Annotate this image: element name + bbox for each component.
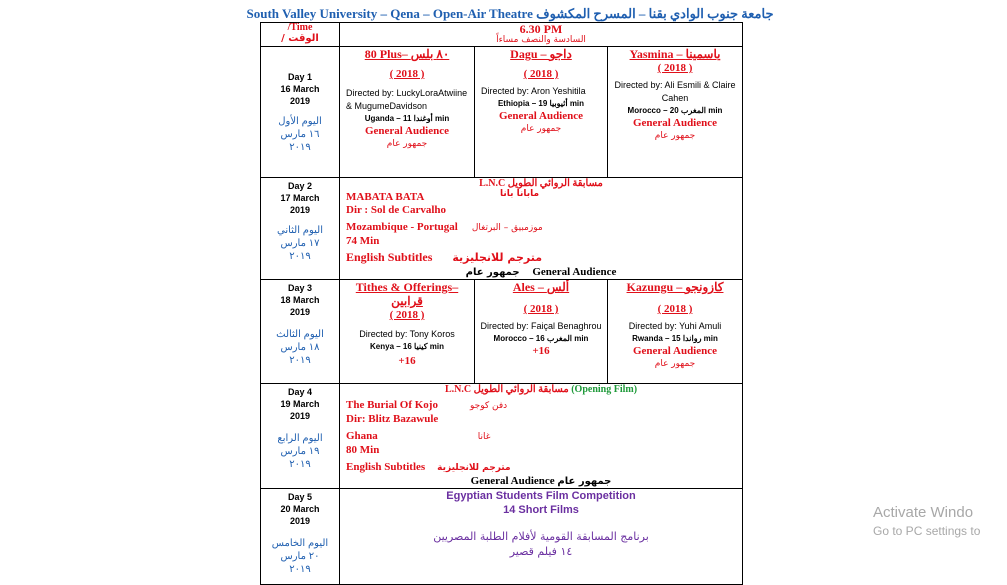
day-1-year: 2019 [289, 96, 311, 106]
film-kazungu [608, 280, 743, 384]
time-value-cell [340, 23, 743, 47]
film-mabata-bata [340, 178, 743, 280]
time-label-en: /Time [287, 22, 313, 33]
film-tithes-offerings [340, 280, 475, 384]
film-yasmina [608, 47, 743, 178]
day-3-label-ar: اليوم الثالث [276, 329, 324, 340]
director-name: LuckyLoraAtwiine & MugumeDavidson [346, 88, 468, 111]
film-ales [475, 280, 608, 384]
competition-label: L.N.C مسابقة الروائي الطويل [444, 384, 569, 395]
day-3-date: 18 March [280, 295, 320, 305]
film-rating: +16 [398, 355, 416, 367]
film-title: The Burial Of Kojo [346, 399, 438, 411]
film-audience-ar: جمهور عام [557, 476, 612, 487]
film-country: Morocco – المغرب 16 min [493, 334, 589, 343]
film-audience-ar: جمهور عام [520, 124, 562, 134]
film-audience-ar: جمهور عام [386, 139, 428, 149]
film-director: Dir : Sol de Carvalho [346, 204, 447, 216]
film-audience: General Audience [498, 110, 584, 122]
film-country-ar: موزمبيق – البرتغال [471, 223, 543, 233]
day-4-year-ar: ٢٠١٩ [289, 459, 311, 470]
day-1-date: 16 March [280, 84, 320, 94]
film-audience: General Audience [532, 266, 617, 278]
film-year: ( 2018 ) [389, 309, 425, 321]
day-1-year-ar: ٢٠١٩ [289, 142, 311, 153]
film-country: Kenya – كينيا 16 min [370, 342, 444, 351]
film-audience: General Audience [364, 125, 450, 137]
day-2-date: 17 March [280, 193, 320, 203]
film-director: Dir: Blitz Bazawule [346, 413, 439, 425]
director-name: Yuhi Amuli [679, 321, 722, 331]
director-name: Tony Koros [409, 329, 455, 339]
activate-windows-watermark: Activate Windo [873, 504, 974, 521]
film-title: 80 Plus– ٨٠ بلس [364, 47, 450, 61]
day-2-label-ar: اليوم الثاني [277, 225, 323, 236]
film-audience-ar: جمهور عام [465, 267, 520, 278]
day-3-date-ar: ١٨ مارس [280, 342, 320, 353]
directed-label: Directed by: [346, 88, 395, 98]
film-title: Ales – ألس [512, 280, 570, 294]
film-title: Yasmina – ياسمينا [629, 47, 721, 61]
film-subtitles-ar: مترجم للانجليزية [452, 251, 543, 264]
activate-windows-hint: Go to PC settings to [873, 524, 981, 538]
day-2-date-ar: ١٧ مارس [280, 238, 320, 249]
day-2-year-ar: ٢٠١٩ [289, 251, 311, 262]
page-title: South Valley University – Qena – Open-Air Theatre جامعة جنوب الوادي بقنا – المسرح المكشوف [246, 6, 774, 21]
film-country-ar: غانا [477, 432, 491, 442]
day-5-date-ar: ٢٠ مارس [280, 551, 320, 562]
day-5-label: Day 5 [287, 492, 313, 502]
film-country: Ghana [346, 430, 378, 442]
film-title: Dagu – داجو [510, 47, 572, 61]
directed-label: Directed by: [480, 321, 529, 331]
film-duration: 80 Min [346, 444, 380, 456]
competition-label: L.N.C مسابقة الروائي الطويل [479, 178, 603, 189]
day-4-label-ar: اليوم الرابع [277, 433, 323, 444]
film-year: ( 2018 ) [389, 68, 425, 80]
time-label-cell [261, 23, 340, 47]
day-5-cell [261, 489, 340, 585]
film-country: Ethiopia – أثيوبيا 19 min [497, 99, 585, 108]
directed-label: Directed by: [481, 86, 530, 96]
day-4-cell [261, 384, 340, 489]
film-year: ( 2018 ) [657, 62, 693, 74]
day-4-date-ar: ١٩ مارس [280, 446, 320, 457]
day-2-cell [261, 178, 340, 280]
film-country: Rwanda – رواندا 15 min [632, 334, 718, 343]
film-country: Morocco – المغرب 20 min [627, 106, 723, 115]
directed-label: Directed by: [614, 80, 663, 90]
film-title: Tithes & Offerings– قرابين [355, 280, 459, 308]
day-3-year: 2019 [289, 307, 311, 317]
time-label-ar: / الوقت [281, 33, 319, 44]
film-year: ( 2018 ) [657, 303, 693, 315]
film-audience: General Audience [632, 117, 718, 129]
schedule-table [260, 22, 743, 585]
competition-subtitle-ar: ١٤ فيلم قصير [509, 545, 573, 558]
day-1-date-ar: ١٦ مارس [280, 129, 320, 140]
day-5-year-ar: ٢٠١٩ [289, 564, 311, 575]
day-5-date: 20 March [280, 504, 320, 514]
time-value-ar: السادسة والنصف مساءاً [496, 35, 586, 45]
film-title-ar: دفن كوجو [469, 401, 508, 411]
directed-label: Directed by: [359, 329, 408, 339]
film-title: Kazungu – كازونجو [626, 280, 724, 294]
film-country: Uganda – أوغندا 11 min [364, 114, 450, 123]
film-year: ( 2018 ) [523, 303, 559, 315]
day-3-cell [261, 280, 340, 384]
film-duration: 74 Min [346, 235, 380, 247]
competition-subtitle: 14 Short Films [503, 504, 579, 516]
day-3-label: Day 3 [287, 283, 313, 293]
film-subtitles: English Subtitles [346, 250, 433, 264]
day-4-label: Day 4 [287, 387, 313, 397]
day-1-label: Day 1 [287, 72, 313, 82]
film-subtitles: English Subtitles [346, 461, 426, 473]
time-value: 6.30 PM [519, 22, 563, 36]
day-2-label: Day 2 [287, 181, 313, 191]
day-1-cell [261, 47, 340, 178]
day-4-date: 19 March [280, 399, 320, 409]
day-3-year-ar: ٢٠١٩ [289, 355, 311, 366]
film-audience: General Audience [632, 345, 718, 357]
day-4-year: 2019 [289, 411, 311, 421]
film-burial-of-kojo [340, 384, 743, 489]
opening-film-label: (Opening Film) [571, 384, 638, 395]
day-5-label-ar: اليوم الخامس [271, 538, 329, 549]
day-5-year: 2019 [289, 516, 311, 526]
film-subtitles-ar: مترجم للانجليزية [437, 463, 511, 473]
film-title: MABATA BATA [346, 191, 425, 203]
director-name: Faiçal Benaghrou [531, 321, 602, 331]
competition-title: Egyptian Students Film Competition [446, 490, 636, 502]
director-name: Ali Esmili & Claire Cahen [661, 80, 736, 103]
film-audience-ar: جمهور عام [654, 359, 696, 369]
day-1-label-ar: اليوم الأول [278, 116, 322, 127]
day-2-year: 2019 [289, 205, 311, 215]
film-audience-ar: جمهور عام [654, 131, 696, 141]
film-audience: General Audience [470, 475, 555, 487]
film-country: Mozambique - Portugal [346, 221, 458, 233]
film-rating: +16 [532, 345, 550, 357]
egyptian-students-competition [340, 489, 743, 585]
film-dagu [475, 47, 608, 178]
director-name: Aron Yeshitila [531, 86, 586, 96]
directed-label: Directed by: [628, 321, 677, 331]
film-80-plus [340, 47, 475, 178]
film-title-ar: مابانا بانا [500, 189, 540, 199]
film-year: ( 2018 ) [523, 68, 559, 80]
competition-title-ar: برنامج المسابقة القومية لأفلام الطلبة المصريين [433, 530, 649, 543]
